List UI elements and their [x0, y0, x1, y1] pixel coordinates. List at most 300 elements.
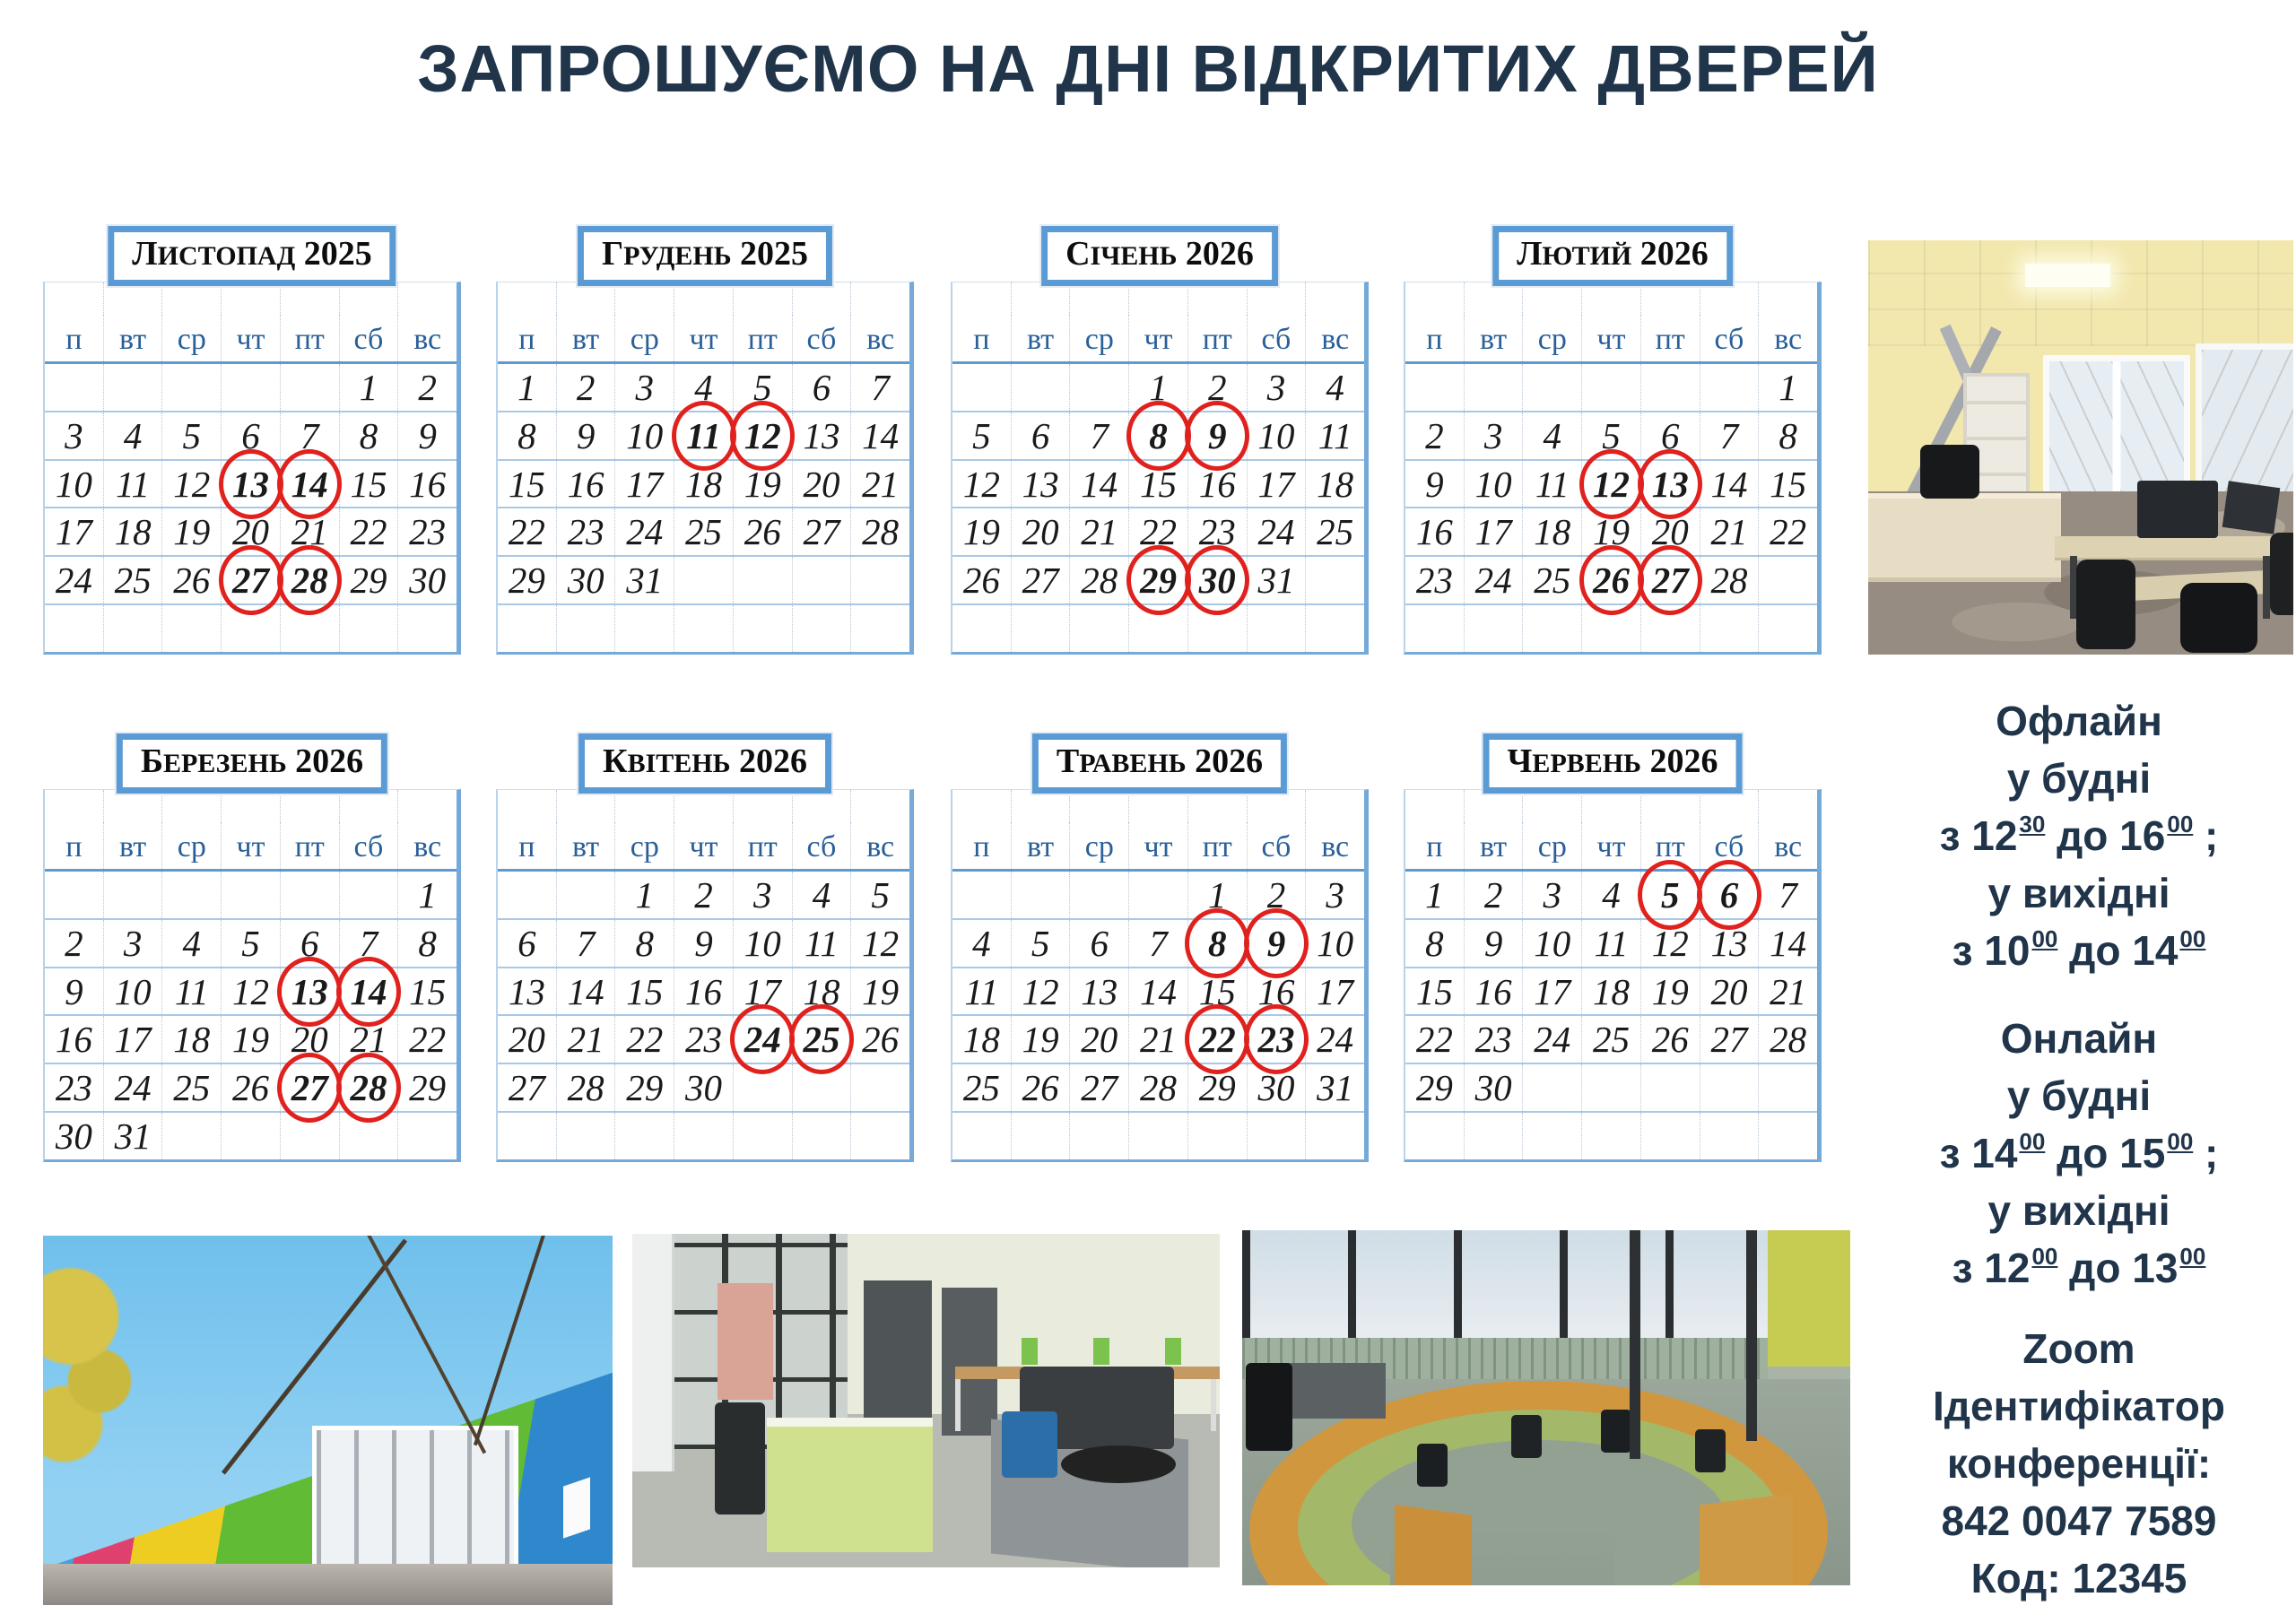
day-cell [1247, 1113, 1306, 1159]
month-table [951, 282, 1369, 655]
day-cell [674, 1113, 733, 1159]
day-cell [498, 872, 556, 918]
schedule-line: у вихідні [1987, 870, 2170, 916]
lab-locker [632, 1234, 674, 1471]
day-cell: 19 [850, 968, 909, 1015]
day-cell: 24 [1305, 1016, 1364, 1063]
day-cell: 9 [674, 920, 733, 967]
day-cell: 16 [674, 968, 733, 1015]
day-cell [161, 605, 221, 652]
day-cell: 22 [614, 1016, 674, 1063]
computer-monitor [2222, 481, 2281, 534]
day-cell [792, 605, 851, 652]
window-post [1746, 1230, 1757, 1441]
day-cell: 1 [397, 872, 457, 918]
day-cell [397, 605, 457, 652]
open-day-circled: 26 [1581, 557, 1640, 603]
open-day-circled: 27 [280, 1064, 339, 1111]
day-cell: 8 [339, 412, 398, 459]
day-cell: 17 [1305, 968, 1364, 1015]
day-cell: 26 [850, 1016, 909, 1063]
open-day-circled: 25 [792, 1016, 851, 1063]
weekday-header: п [518, 830, 535, 864]
weekday-header: чт [221, 315, 280, 361]
day-cell [161, 1113, 221, 1159]
window-post [1630, 1230, 1640, 1459]
calendar-month-2 [496, 226, 914, 655]
weekday-header: чт [674, 822, 733, 869]
schedule-line: Код: 12345 [1970, 1555, 2187, 1601]
day-cell [1640, 364, 1700, 411]
day-cell: 27 [1011, 557, 1070, 603]
weekday-header: сб [1247, 822, 1306, 869]
day-cell: 26 [733, 508, 792, 555]
day-cell: 23 [556, 508, 615, 555]
day-cell: 16 [1247, 968, 1306, 1015]
day-cell [221, 872, 280, 918]
weekday-header: вт [1464, 315, 1523, 361]
day-cell: 14 [556, 968, 615, 1015]
day-cell: 23 [397, 508, 457, 555]
day-cell [339, 605, 398, 652]
calendar-month-8 [1404, 733, 1822, 1162]
weekday-header: п [1426, 830, 1443, 864]
day-cell: 4 [161, 920, 221, 967]
day-cell: 24 [1464, 557, 1523, 603]
weekday-header: ср [1522, 822, 1581, 869]
day-cell [850, 1113, 909, 1159]
day-cell: 1 [1425, 873, 1444, 916]
weekday-header: пт [733, 315, 792, 361]
day-cell: 5 [1011, 920, 1070, 967]
day-cell: 23 [55, 1067, 92, 1109]
day-cell: 15 [1758, 461, 1817, 508]
day-cell: 9 [556, 412, 615, 459]
day-cell: 7 [1758, 872, 1817, 918]
week-row [1405, 1113, 1817, 1159]
day-cell: 15 [1415, 970, 1453, 1012]
day-cell: 12 [962, 463, 1000, 505]
weekday-header: вс [1305, 822, 1364, 869]
day-cell: 7 [339, 920, 398, 967]
day-cell [161, 364, 221, 411]
day-cell [674, 557, 733, 603]
weekday-header: ср [1069, 315, 1128, 361]
office-chair [1920, 445, 1979, 499]
weekday-header: вс [850, 822, 909, 869]
day-cell: 13 [1011, 461, 1070, 508]
open-day-circled: 6 [1700, 872, 1759, 918]
day-cell [556, 605, 615, 652]
day-cell: 16 [1464, 968, 1523, 1015]
weekday-header: ср [614, 822, 674, 869]
office-ceiling [1868, 240, 2293, 346]
day-cell: 17 [733, 968, 792, 1015]
month-title: ГРУДЕНЬ 2025 [578, 226, 832, 286]
day-cell [1305, 557, 1364, 603]
weekday-header: сб [1700, 315, 1759, 361]
day-cell [1700, 605, 1759, 652]
day-cell [850, 1064, 909, 1111]
day-cell: 9 [1425, 463, 1444, 505]
day-cell: 21 [850, 461, 909, 508]
day-cell: 31 [614, 557, 674, 603]
day-cell: 12 [1640, 920, 1700, 967]
day-cell: 2 [674, 872, 733, 918]
day-cell: 26 [1640, 1016, 1700, 1063]
week-row [498, 872, 909, 920]
day-cell: 14 [1758, 920, 1817, 967]
weekday-header: ср [161, 315, 221, 361]
day-cell [952, 364, 1011, 411]
day-cell: 7 [556, 920, 615, 967]
day-cell: 12 [221, 968, 280, 1015]
week-row [952, 920, 1364, 968]
office-desk [2055, 536, 2279, 558]
schedule-line: у вихідні [1987, 1187, 2170, 1234]
day-cell [556, 1113, 615, 1159]
schedule-line: Офлайн [1996, 698, 2162, 744]
day-cell [1758, 557, 1817, 603]
day-cell: 20 [1700, 968, 1759, 1015]
schedule-line: з $10^{00}$ до $14^{00}$ [1952, 924, 2206, 974]
month-title: СІЧЕНЬ 2026 [1041, 226, 1278, 286]
teacher-desk [1276, 1363, 1386, 1419]
schedule-zoom-info [1864, 1320, 2294, 1607]
week-row [498, 1016, 909, 1064]
day-cell: 28 [1069, 557, 1128, 603]
weekday-header: п [518, 323, 535, 356]
laboratory-photo [632, 1234, 1220, 1567]
day-cell: 30 [1464, 1064, 1523, 1111]
day-cell: 5 [850, 872, 909, 918]
day-cell: 11 [1581, 920, 1640, 967]
day-cell: 7 [280, 412, 339, 459]
week-row [45, 1064, 457, 1113]
classroom-chair [1695, 1429, 1726, 1472]
day-cell: 2 [1425, 414, 1444, 456]
day-cell [674, 605, 733, 652]
day-cell: 31 [1247, 557, 1306, 603]
open-day-circled: 13 [280, 968, 339, 1015]
day-cell [952, 1113, 1011, 1159]
day-cell: 18 [1305, 461, 1364, 508]
day-cell: 19 [221, 1016, 280, 1063]
day-cell [339, 872, 398, 918]
day-cell: 6 [517, 922, 536, 964]
day-cell [161, 872, 221, 918]
week-row [498, 968, 909, 1017]
weekday-header: сб [1247, 315, 1306, 361]
day-cell: 12 [161, 461, 221, 508]
day-cell [1700, 1113, 1759, 1159]
day-cell [103, 605, 162, 652]
day-cell: 18 [161, 1016, 221, 1063]
day-cell: 10 [733, 920, 792, 967]
day-cell: 14 [1700, 461, 1759, 508]
weekday-header: вс [1758, 822, 1817, 869]
weekday-header: пт [1640, 315, 1700, 361]
classroom-chair [1601, 1410, 1631, 1453]
open-day-circled: 27 [221, 557, 280, 603]
calendar-month-5 [43, 733, 461, 1162]
open-day-circled: 28 [280, 557, 339, 603]
month-title: ЧЕРВЕНЬ 2026 [1483, 733, 1743, 794]
day-cell: 12 [850, 920, 909, 967]
day-cell [1464, 605, 1523, 652]
week-row [45, 920, 457, 968]
day-cell [1011, 1113, 1070, 1159]
day-cell: 16 [556, 461, 615, 508]
day-cell [1405, 1113, 1464, 1159]
day-cell: 11 [1305, 412, 1364, 459]
classroom-photo [1242, 1230, 1850, 1585]
day-cell: 3 [1522, 872, 1581, 918]
open-day-circled: 8 [1128, 412, 1187, 459]
day-cell: 5 [1581, 412, 1640, 459]
day-cell: 10 [1522, 920, 1581, 967]
day-cell: 7 [1700, 412, 1759, 459]
day-cell [1247, 605, 1306, 652]
week-row [952, 557, 1364, 605]
week-row [1405, 557, 1817, 605]
day-cell [1011, 364, 1070, 411]
day-cell: 18 [792, 968, 851, 1015]
day-cell: 24 [103, 1064, 162, 1111]
day-cell: 11 [161, 968, 221, 1015]
week-row [1405, 968, 1817, 1017]
calendar-month-1 [43, 226, 461, 655]
day-cell [1405, 605, 1464, 652]
day-cell: 9 [397, 412, 457, 459]
weekday-header: пт [1640, 822, 1700, 869]
day-cell [1640, 1113, 1700, 1159]
week-row [45, 557, 457, 605]
day-cell: 30 [556, 557, 615, 603]
day-cell [733, 557, 792, 603]
day-cell: 25 [1581, 1016, 1640, 1063]
day-cell: 2 [397, 364, 457, 411]
day-cell: 7 [1128, 920, 1187, 967]
month-title: ЛИСТОПАД 2025 [108, 226, 396, 286]
schedule-line: Онлайн [2000, 1015, 2158, 1062]
day-cell: 17 [614, 461, 674, 508]
week-row [45, 968, 457, 1017]
open-day-circled: 24 [733, 1016, 792, 1063]
day-cell [1522, 1113, 1581, 1159]
week-row [498, 412, 909, 461]
day-cell [1758, 1064, 1817, 1111]
day-cell: 17 [55, 511, 92, 553]
day-cell [1522, 364, 1581, 411]
day-cell: 10 [1247, 412, 1306, 459]
day-cell [1305, 605, 1364, 652]
month-table [1404, 282, 1822, 655]
weekday-header: чт [1128, 315, 1187, 361]
weekday-header: чт [1581, 315, 1640, 361]
day-cell: 19 [733, 461, 792, 508]
day-cell: 23 [1187, 508, 1247, 555]
classroom-wall [1768, 1230, 1850, 1367]
day-cell: 11 [1522, 461, 1581, 508]
weekday-header: вс [1305, 315, 1364, 361]
day-cell: 14 [1128, 968, 1187, 1015]
weekday-header: пт [280, 822, 339, 869]
classroom-chair [1511, 1415, 1542, 1458]
day-cell: 3 [1305, 872, 1364, 918]
day-cell [1758, 1113, 1817, 1159]
weekday-header: вт [103, 822, 162, 869]
day-cell: 19 [1640, 968, 1700, 1015]
day-cell: 24 [55, 560, 92, 602]
day-cell: 2 [65, 922, 83, 964]
calendar-month-4 [1404, 226, 1822, 655]
week-row [498, 508, 909, 557]
day-cell: 3 [1247, 364, 1306, 411]
office-chair [2180, 583, 2257, 653]
day-cell: 8 [1758, 412, 1817, 459]
weekday-header: ср [614, 315, 674, 361]
weekday-header: вс [397, 315, 457, 361]
day-cell: 15 [397, 968, 457, 1015]
schedule-line: з $14^{00}$ до $15^{00}$ ; [1939, 1127, 2219, 1176]
day-cell: 3 [1464, 412, 1523, 459]
month-table [1404, 789, 1822, 1162]
open-day-circled: 30 [1187, 557, 1247, 603]
day-cell [1464, 364, 1523, 411]
weekday-header: пт [733, 822, 792, 869]
day-cell: 18 [1522, 508, 1581, 555]
day-cell [792, 1113, 851, 1159]
open-day-circled: 9 [1247, 920, 1306, 967]
day-cell [1069, 1113, 1128, 1159]
schedule-line: конференції: [1946, 1440, 2212, 1487]
day-cell: 27 [1069, 1064, 1128, 1111]
week-row [45, 1016, 457, 1064]
day-cell: 21 [1069, 508, 1128, 555]
day-cell: 26 [962, 560, 1000, 602]
day-cell: 19 [1581, 508, 1640, 555]
day-cell: 1 [339, 364, 398, 411]
day-cell [498, 1113, 556, 1159]
open-day-circled: 9 [1187, 412, 1247, 459]
day-cell: 10 [103, 968, 162, 1015]
day-cell [1522, 1064, 1581, 1111]
day-cell: 5 [733, 364, 792, 411]
day-cell: 26 [161, 557, 221, 603]
weekday-header: пт [1187, 315, 1247, 361]
day-cell: 28 [1128, 1064, 1187, 1111]
open-day-circled: 14 [280, 461, 339, 508]
day-cell: 5 [221, 920, 280, 967]
week-row [1405, 920, 1817, 968]
day-cell [556, 872, 615, 918]
day-cell: 20 [1640, 508, 1700, 555]
day-cell [221, 1113, 280, 1159]
day-cell: 2 [556, 364, 615, 411]
day-cell: 24 [614, 508, 674, 555]
month-title: БЕРЕЗЕНЬ 2026 [117, 733, 387, 794]
day-cell: 20 [280, 1016, 339, 1063]
day-cell: 21 [1128, 1016, 1187, 1063]
day-cell: 8 [1425, 922, 1444, 964]
day-cell [1011, 605, 1070, 652]
lab-desk-lamps [966, 1338, 1220, 1365]
day-cell: 4 [972, 922, 991, 964]
day-cell: 27 [508, 1067, 545, 1109]
day-cell: 14 [850, 412, 909, 459]
day-cell: 16 [1187, 461, 1247, 508]
day-cell: 13 [1700, 920, 1759, 967]
day-cell [614, 1113, 674, 1159]
computer-monitor [2137, 481, 2218, 538]
day-cell: 11 [103, 461, 162, 508]
day-cell [1640, 1064, 1700, 1111]
week-row [1405, 872, 1817, 920]
day-cell [45, 872, 103, 918]
day-cell [1581, 1064, 1640, 1111]
open-day-circled: 12 [1581, 461, 1640, 508]
week-row [498, 920, 909, 968]
week-row [45, 461, 457, 509]
day-cell: 10 [614, 412, 674, 459]
weekday-header: сб [1700, 822, 1759, 869]
day-cell: 22 [1758, 508, 1817, 555]
building-ground [43, 1564, 613, 1605]
day-cell: 28 [1758, 1016, 1817, 1063]
day-cell: 29 [1415, 1067, 1453, 1109]
open-day-circled: 12 [733, 412, 792, 459]
day-cell: 30 [55, 1115, 92, 1158]
day-cell: 12 [1011, 968, 1070, 1015]
building-entrance [312, 1426, 518, 1569]
day-cell: 23 [1415, 560, 1453, 602]
weekday-header: ср [1069, 822, 1128, 869]
week-row [45, 1113, 457, 1159]
page-title: ЗАПРОШУЄМО НА ДНІ ВІДКРИТИХ ДВЕРЕЙ [417, 31, 1879, 106]
schedule-line: Ідентифікатор [1933, 1383, 2225, 1429]
weekday-header: пт [280, 315, 339, 361]
day-cell: 30 [397, 557, 457, 603]
schedule-line: у будні [2006, 1072, 2152, 1119]
lab-machine-part [1061, 1445, 1176, 1483]
weekday-header: вт [556, 822, 615, 869]
day-cell: 22 [508, 511, 545, 553]
day-cell: 8 [614, 920, 674, 967]
day-cell: 30 [674, 1064, 733, 1111]
day-cell: 29 [339, 557, 398, 603]
building-photo [43, 1236, 613, 1605]
day-cell [1305, 1113, 1364, 1159]
day-cell: 6 [280, 920, 339, 967]
day-cell: 2 [1247, 872, 1306, 918]
open-day-circled: 29 [1128, 557, 1187, 603]
week-row [952, 412, 1364, 461]
day-cell: 20 [1011, 508, 1070, 555]
day-cell [221, 364, 280, 411]
day-cell: 3 [103, 920, 162, 967]
day-cell: 4 [103, 412, 162, 459]
day-cell: 10 [1305, 920, 1364, 967]
open-day-circled: 28 [339, 1064, 398, 1111]
month-table [496, 282, 914, 655]
day-cell [1128, 1113, 1187, 1159]
day-cell [850, 557, 909, 603]
day-cell [1700, 1064, 1759, 1111]
open-day-circled: 13 [1640, 461, 1700, 508]
day-cell: 23 [674, 1016, 733, 1063]
week-row [498, 557, 909, 605]
